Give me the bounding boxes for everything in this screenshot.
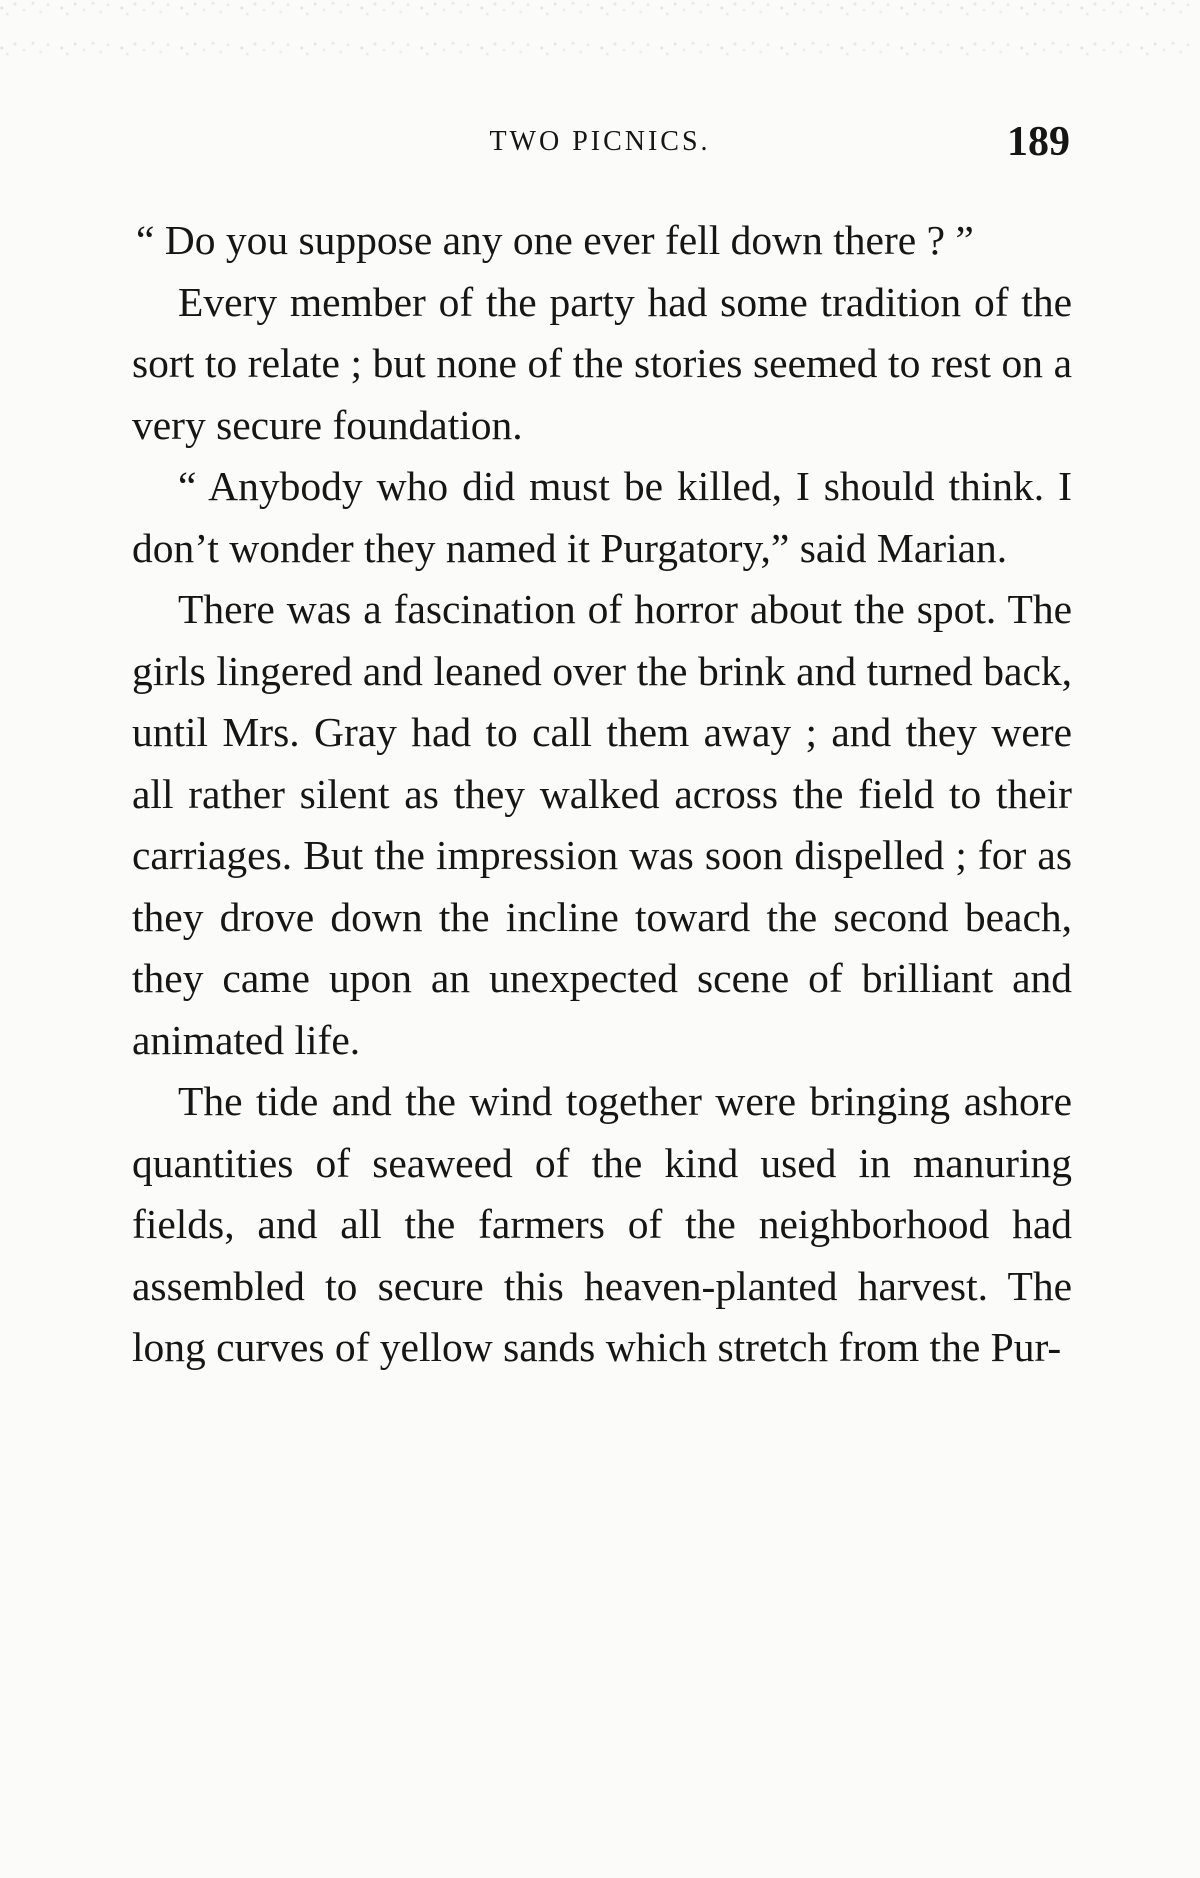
page-header <box>130 118 1070 168</box>
paragraph-5: The tide and the wind together were bringing ashore quantities of seaweed of the kind used in manuring fields, and all the farmers of the neighborhood had assembled to secure this heaven-planted harvest. The long curves of yellow sands which stretch from the Pur- <box>132 1078 1072 1370</box>
page-number: 189 <box>1007 119 1070 165</box>
running-title: TWO PICNICS. <box>489 126 711 157</box>
scan-speckle-texture <box>0 0 1200 70</box>
paragraph-2: Every member of the party had some tradition of the sort to relate ; but none of the stories seemed to rest on a very secure foundation. <box>132 278 1072 448</box>
body-text <box>132 210 1072 1379</box>
paragraph-4: There was a fascination of horror about the spot. The girls lingered and leaned over the brink and turned back, until Mrs. Gray had to call them away ; and they were all rather silent as they walked across the field to their carriages. But the impression was soon dispelled ; for as they drove down the incline toward the second beach, they came upon an unexpected scene of brilliant and animated life. <box>132 586 1072 1063</box>
paragraph-1: “ Do you suppose any one ever fell down there ? ” <box>136 217 974 263</box>
paragraph-3: “ Anybody who did must be killed, I should think. I don’t wonder they named it Purgatory,” said Marian. <box>132 463 1072 571</box>
